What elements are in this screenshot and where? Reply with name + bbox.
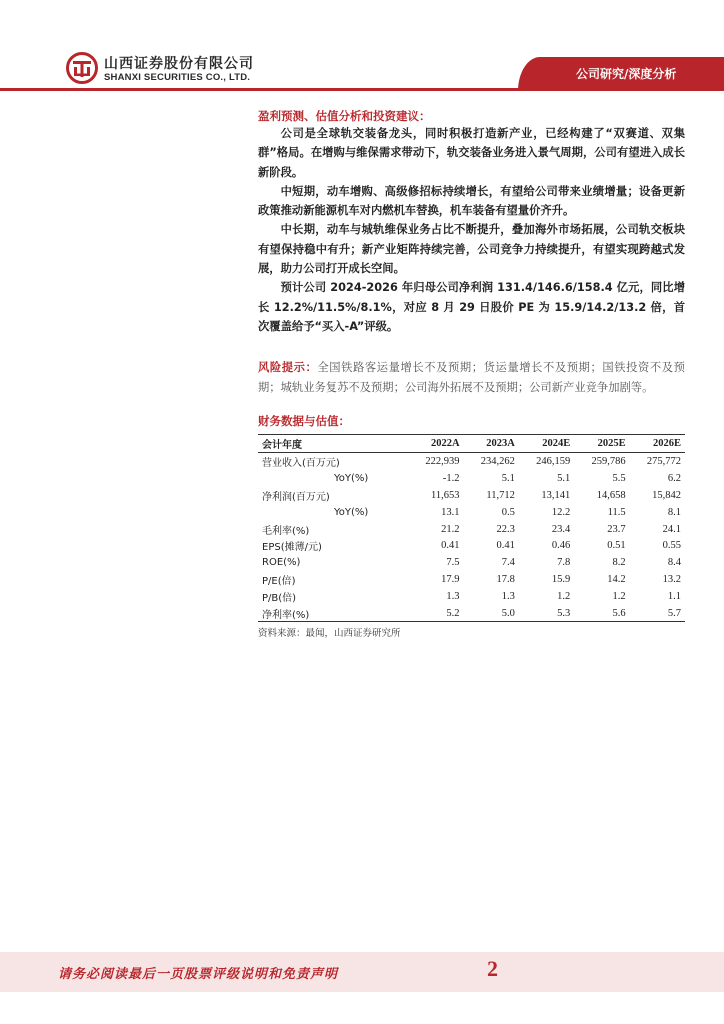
table-cell: 5.6 (574, 605, 629, 622)
row-label: EPS(摊薄/元) (262, 542, 322, 554)
table-cell: 5.7 (630, 605, 685, 622)
table-row (258, 605, 685, 622)
table-cell: 22.3 (496, 523, 515, 535)
row-label: P/B(倍) (262, 592, 297, 604)
table-cell: 5.1 (557, 473, 571, 485)
brand-name-english: SHANXI SECURITIES CO., LTD. (104, 72, 251, 83)
table-cell: 8.4 (667, 557, 681, 569)
row-label: P/E(倍) (262, 575, 296, 587)
table-cell: 13.2 (662, 573, 681, 585)
table-cell: 7.4 (501, 557, 515, 569)
page-header (0, 0, 724, 100)
disclaimer-notice: 请务必阅读最后一页股票评级说明和免责声明 (58, 967, 339, 982)
row-label: YoY(%) (334, 506, 369, 518)
table-row (258, 504, 685, 521)
table-cell: 5.5 (612, 473, 626, 485)
row-label: 净利润(百万元) (262, 491, 330, 503)
table-cell: 17.8 (496, 573, 515, 585)
forecast-section-title: 盈利预测、估值分析和投资建议： (258, 109, 431, 123)
table-cell: 1.2 (557, 590, 571, 602)
table-cell: 11,653 (431, 489, 460, 501)
table-cell: 11.5 (607, 506, 626, 518)
table-cell: 6.2 (667, 473, 681, 485)
table-cell: 1.3 (446, 590, 460, 602)
table-cell: 0.55 (662, 540, 681, 552)
header-divider (0, 88, 724, 91)
table-cell: 17.9 (441, 573, 460, 585)
table-cell: 5.0 (464, 605, 519, 622)
table-cell: 7.8 (557, 557, 571, 569)
brand-name-chinese: 山西证券股份有限公司 (104, 56, 254, 72)
shanxi-securities-logo-icon (66, 52, 98, 84)
column-header: 会计年度 (258, 435, 408, 453)
table-cell: 7.5 (446, 557, 460, 569)
report-type-tab: 公司研究/深度分析 (518, 57, 724, 91)
table-row (258, 588, 685, 605)
table-cell: 1.3 (501, 590, 515, 602)
table-cell: 23.7 (607, 523, 626, 535)
table-cell: 5.3 (519, 605, 574, 622)
table-cell: 8.1 (667, 506, 681, 518)
forecast-paragraph: 中长期，动车与城轨维保业务占比不断提升，叠加海外市场拓展，公司轨交板块有望保持稳中有升；新产业矩阵持续完善，公司竞争力持续提升，有望实现跨越式发展，助力公司打开成长空间。 (258, 223, 685, 276)
table-cell: 0.41 (441, 540, 460, 552)
table-cell: 23.4 (551, 523, 571, 535)
table-cell: 0.51 (607, 540, 626, 552)
table-cell: 0.46 (551, 540, 571, 552)
main-content (258, 108, 685, 639)
table-row (258, 554, 685, 571)
risk-warning (258, 358, 685, 397)
table-cell: 24.1 (662, 523, 681, 535)
table-cell: 0.41 (496, 540, 515, 552)
column-header: 2024E (519, 435, 574, 453)
risk-text: 全国铁路客运量增长不及预期；货运量增长不及预期；国铁投资不及预期；城轨业务复苏不及预期；公司海外拓展不及预期；公司新产业竞争加剧等。 (258, 361, 685, 394)
column-header: 2022A (408, 435, 463, 453)
forecast-paragraph: 中短期，动车增购、高级修招标持续增长，有望给公司带来业绩增量；设备更新政策推动新能源机车对内燃机车替换，机车装备有望量价齐升。 (258, 184, 685, 218)
table-cell: -1.2 (442, 473, 460, 485)
financial-table (258, 434, 685, 622)
table-cell: 275,772 (646, 456, 681, 468)
data-source-note: 资料来源：最闻，山西证券研究所 (258, 628, 401, 640)
page-footer (0, 952, 724, 992)
forecast-paragraph: 预计公司 2024-2026 年归母公司净利润 131.4/146.6/158.4 亿元，同比增长 12.2%/11.5%/8.1%，对应 8 月 29 日股价 PE 为 15.9/14.2/13.2 倍，首次覆盖给予“买入-A”评级。 (258, 281, 685, 333)
table-row (258, 453, 685, 470)
table-cell: 13,141 (541, 489, 571, 501)
table-row (258, 521, 685, 538)
column-header: 2026E (630, 435, 685, 453)
table-row (258, 487, 685, 504)
table-cell: 13.1 (441, 506, 460, 518)
row-label: 毛利率(%) (262, 525, 310, 537)
table-cell: 259,786 (591, 456, 626, 468)
table-cell: 21.2 (441, 523, 460, 535)
table-cell: 15.9 (551, 573, 571, 585)
table-cell: 14.2 (607, 573, 626, 585)
page-number: 2 (487, 956, 498, 981)
row-label: YoY(%) (334, 473, 369, 485)
table-cell: 0.5 (501, 506, 515, 518)
financials-section-title: 财务数据与估值： (258, 414, 350, 429)
risk-label: 风险提示： (258, 361, 318, 375)
column-header: 2025E (574, 435, 629, 453)
table-header-row (258, 435, 685, 453)
table-cell: 246,159 (536, 456, 571, 468)
row-label: ROE(%) (262, 557, 301, 569)
table-row (258, 470, 685, 487)
table-cell: 1.2 (612, 590, 626, 602)
forecast-paragraph: 公司是全球轨交装备龙头，同时积极打造新产业，已经构建了“双赛道、双集群”格局。在增购与维保需求带动下，轨交装备业务进入景气周期，公司有望进入成长新阶段。 (258, 127, 685, 179)
table-cell: 12.2 (551, 506, 571, 518)
table-cell: 15,842 (652, 489, 681, 501)
table-cell: 222,939 (425, 456, 460, 468)
table-cell: 5.2 (408, 605, 463, 622)
table-cell: 234,262 (480, 456, 515, 468)
table-cell: 5.1 (501, 473, 515, 485)
table-cell: 1.1 (667, 590, 681, 602)
column-header: 2023A (464, 435, 519, 453)
table-cell: 14,658 (596, 489, 626, 501)
table-row (258, 537, 685, 554)
table-cell: 11,712 (486, 489, 515, 501)
row-label: 营业收入(百万元) (262, 458, 340, 470)
table-cell: 8.2 (612, 557, 626, 569)
row-label: 净利率(%) (258, 605, 408, 622)
table-row (258, 571, 685, 588)
